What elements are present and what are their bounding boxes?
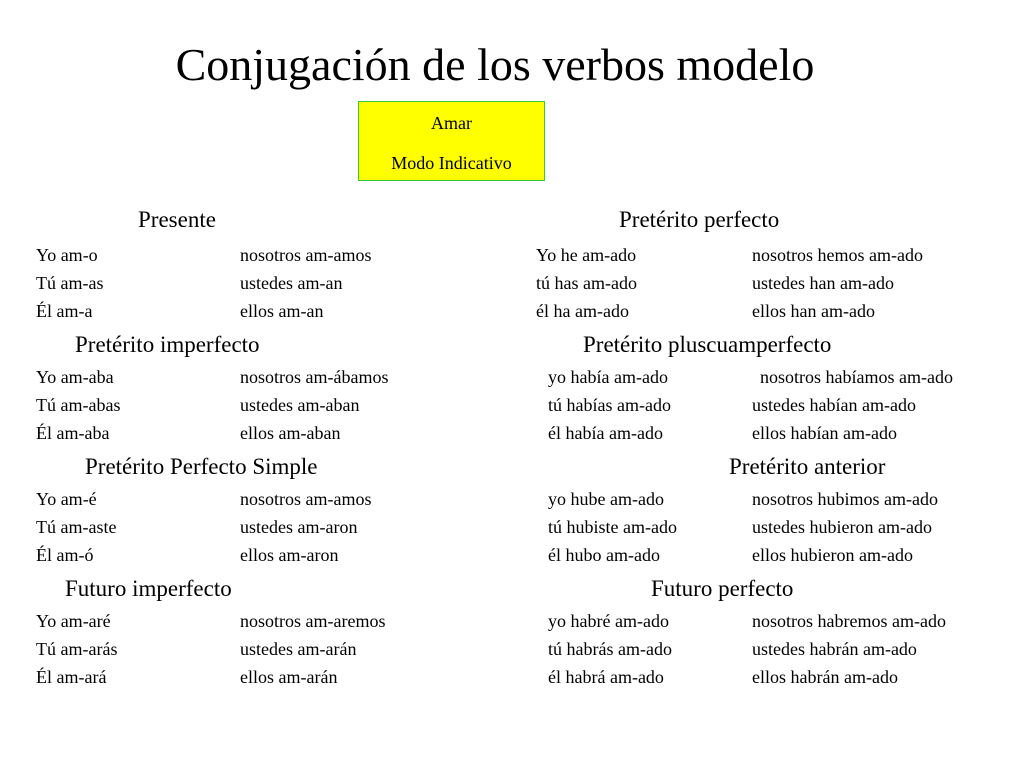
conjugation-cell: Él am-ó bbox=[36, 545, 94, 565]
tense-heading-presente: Presente bbox=[138, 207, 216, 232]
conjugation-cell: Tú am-as bbox=[36, 273, 104, 293]
conjugation-cell: ustedes habrán am-ado bbox=[752, 639, 917, 659]
conjugation-cell: yo había am-ado bbox=[548, 367, 668, 387]
conjugation-cell: ustedes am-an bbox=[240, 273, 343, 293]
conjugation-cell: yo habré am-ado bbox=[548, 611, 669, 631]
conjugation-cell: nosotros habremos am-ado bbox=[752, 611, 946, 631]
conjugation-cell: él ha am-ado bbox=[536, 301, 629, 321]
conjugation-cell: ellos am-aron bbox=[240, 545, 339, 565]
conjugation-cell: tú habías am-ado bbox=[548, 395, 671, 415]
tense-heading-futuro-perfecto: Futuro perfecto bbox=[651, 576, 794, 601]
conjugation-cell: ustedes am-arán bbox=[240, 639, 357, 659]
conjugation-cell: yo hube am-ado bbox=[548, 489, 664, 509]
conjugation-cell: él habrá am-ado bbox=[548, 667, 664, 687]
conjugation-cell: Tú am-arás bbox=[36, 639, 118, 659]
conjugation-cell: ellos am-an bbox=[240, 301, 324, 321]
page-title: Conjugación de los verbos modelo bbox=[175, 39, 815, 90]
conjugation-cell: Yo am-aré bbox=[36, 611, 111, 631]
conjugation-cell: nosotros hubimos am-ado bbox=[752, 489, 938, 509]
conjugation-cell: tú habrás am-ado bbox=[548, 639, 672, 659]
conjugation-cell: ellos am-arán bbox=[240, 667, 338, 687]
conjugation-cell: ellos am-aban bbox=[240, 423, 341, 443]
conjugation-cell: Yo am-aba bbox=[36, 367, 114, 387]
conjugation-cell: Él am-ará bbox=[36, 667, 107, 687]
conjugation-cell: Yo he am-ado bbox=[536, 245, 637, 265]
conjugation-cell: ellos han am-ado bbox=[752, 301, 875, 321]
conjugation-cell: ustedes am-aban bbox=[240, 395, 360, 415]
tense-heading-preterito-perfecto-simple: Pretérito Perfecto Simple bbox=[85, 454, 318, 479]
tense-heading-futuro-imperfecto: Futuro imperfecto bbox=[65, 576, 232, 601]
conjugation-cell: nosotros habíamos am-ado bbox=[760, 367, 953, 387]
tense-heading-preterito-pluscuamperfecto: Pretérito pluscuamperfecto bbox=[583, 332, 832, 357]
verb-mood-box bbox=[358, 101, 545, 181]
conjugation-cell: Tú am-abas bbox=[36, 395, 121, 415]
conjugation-cell: ustedes han am-ado bbox=[752, 273, 894, 293]
conjugation-cell: ellos hubieron am-ado bbox=[752, 545, 913, 565]
conjugation-cell: Yo am-o bbox=[36, 245, 98, 265]
conjugation-cell: él había am-ado bbox=[548, 423, 663, 443]
tense-heading-preterito-imperfecto: Pretérito imperfecto bbox=[75, 332, 260, 357]
conjugation-cell: nosotros am-ábamos bbox=[240, 367, 389, 387]
conjugation-cell: tú hubiste am-ado bbox=[548, 517, 677, 537]
conjugation-cell: nosotros am-amos bbox=[240, 245, 372, 265]
conjugation-cell: él hubo am-ado bbox=[548, 545, 660, 565]
tense-heading-preterito-perfecto: Pretérito perfecto bbox=[619, 207, 780, 232]
conjugation-cell: nosotros hemos am-ado bbox=[752, 245, 923, 265]
conjugation-cell: Él am-aba bbox=[36, 423, 110, 443]
conjugation-cell: nosotros am-amos bbox=[240, 489, 372, 509]
conjugation-cell: ustedes habían am-ado bbox=[752, 395, 916, 415]
tense-heading-preterito-anterior: Pretérito anterior bbox=[729, 454, 886, 479]
conjugation-cell: ellos habrán am-ado bbox=[752, 667, 898, 687]
conjugation-cell: tú has am-ado bbox=[536, 273, 637, 293]
conjugation-cell: ustedes hubieron am-ado bbox=[752, 517, 932, 537]
conjugation-cell: ustedes am-aron bbox=[240, 517, 358, 537]
conjugation-cell: ellos habían am-ado bbox=[752, 423, 897, 443]
verb-name: Amar bbox=[431, 113, 472, 133]
mood-name: Modo Indicativo bbox=[391, 153, 512, 173]
conjugation-cell: Él am-a bbox=[36, 301, 93, 321]
conjugation-cell: nosotros am-aremos bbox=[240, 611, 386, 631]
conjugation-cell: Yo am-é bbox=[36, 489, 97, 509]
conjugation-cell: Tú am-aste bbox=[36, 517, 117, 537]
